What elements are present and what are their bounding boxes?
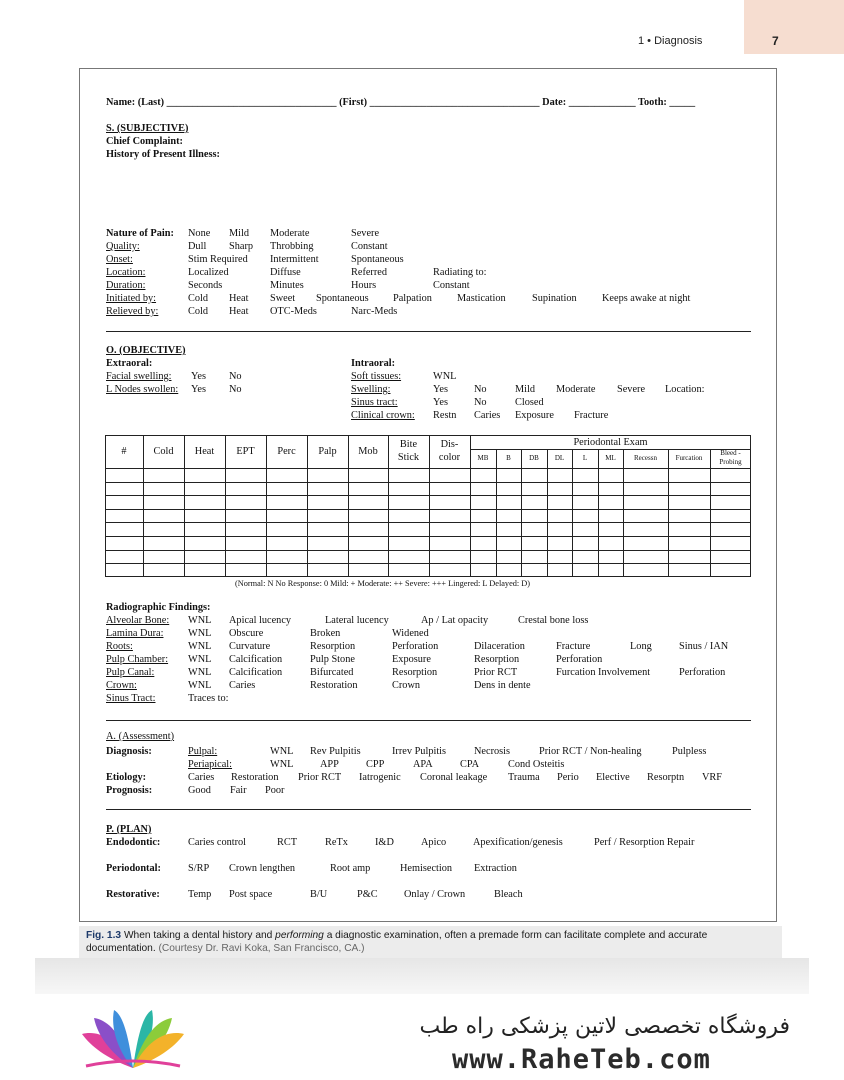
option: None (188, 228, 211, 239)
option: Resorption (392, 667, 438, 678)
option: Prior RCT (298, 772, 342, 783)
option: Restoration (231, 772, 279, 783)
option: Seconds (188, 280, 223, 291)
option: S/RP (188, 863, 210, 874)
option: Apexification/genesis (473, 837, 563, 848)
table-header-color: color (438, 452, 461, 463)
option: Poor (265, 785, 285, 796)
table-header-perc: Perc (277, 446, 296, 457)
option: RCT (277, 837, 298, 848)
table-line (105, 563, 751, 564)
option: Hemisection (400, 863, 453, 874)
table-header-mob: Mob (358, 446, 378, 457)
option: WNL (270, 746, 294, 757)
option: Perf / Resorption Repair (594, 837, 695, 848)
table-line (668, 449, 669, 577)
option: Temp (188, 889, 212, 900)
option: Yes (433, 384, 448, 395)
section-divider (106, 720, 751, 721)
option: Crown lengthen (229, 863, 296, 874)
table-line (572, 449, 573, 577)
option: Apical lucency (229, 615, 292, 626)
perio-col-dl: DL (554, 454, 565, 462)
option: Long (630, 641, 652, 652)
option: WNL (270, 759, 294, 770)
option: Cond Osteitis (508, 759, 565, 770)
option: Obscure (229, 628, 264, 639)
page-header (0, 0, 844, 54)
book-logo-icon (78, 1008, 188, 1079)
option: Exposure (515, 410, 554, 421)
option: Calcification (229, 667, 283, 678)
sinus-tract-radio-label: Sinus Tract: (106, 693, 156, 704)
option: Palpation (393, 293, 432, 304)
location-label: Location: (106, 267, 146, 278)
option: Prior RCT (474, 667, 518, 678)
perio-exam-title: Periodontal Exam (573, 437, 648, 448)
caption-text: When taking a dental history and (121, 930, 276, 941)
sinus-tract-label: Sinus tract: (351, 397, 398, 408)
lamina-dura-label: Lamina Dura: (106, 628, 164, 639)
perio-col-ml: ML (605, 454, 616, 462)
periapical-label: Periapical: (188, 759, 233, 770)
option: Pulp Stone (310, 654, 355, 665)
diagnosis-label: Diagnosis: (106, 746, 152, 757)
perio-col-furcation: Furcation (675, 454, 703, 462)
option: Constant (433, 280, 470, 291)
option: WNL (433, 371, 457, 382)
page-number-box (744, 0, 844, 54)
option: Stim Required (188, 254, 248, 265)
radiographic-heading: Radiographic Findings: (106, 602, 211, 613)
option: Heat (229, 306, 249, 317)
option: Yes (191, 384, 206, 395)
table-header-cold: Cold (153, 446, 174, 457)
option: B/U (310, 889, 328, 900)
option: WNL (188, 680, 212, 691)
onset-label: Onset: (106, 254, 133, 265)
table-header-ept: EPT (236, 446, 255, 457)
prognosis-label: Prognosis: (106, 785, 153, 796)
clinical-exam-table (105, 435, 751, 577)
option: Sinus / IAN (679, 641, 729, 652)
nodes-label: L Nodes swollen: (106, 384, 179, 395)
table-line (470, 449, 751, 450)
table-header-stick: Stick (397, 452, 420, 463)
option: Onlay / Crown (404, 889, 466, 900)
option: Curvature (229, 641, 271, 652)
option: Restoration (310, 680, 358, 691)
perio-col-probing: Probing (719, 458, 742, 466)
facial-swelling-label: Facial swelling: (106, 371, 172, 382)
option: Diffuse (270, 267, 301, 278)
table-line (623, 449, 624, 577)
caption-credit: (Courtesy Dr. Ravi Koka, San Francisco, CA.) (155, 943, 365, 954)
option: Crown (392, 680, 421, 691)
option: Cold (188, 306, 209, 317)
table-header-number: # (121, 446, 127, 457)
option: Trauma (508, 772, 540, 783)
option: Constant (351, 241, 388, 252)
option: Bleach (494, 889, 523, 900)
option: CPA (460, 759, 480, 770)
quality-label: Quality: (106, 241, 140, 252)
swelling-label: Swelling: (351, 384, 391, 395)
endodontic-label: Endodontic: (106, 837, 161, 848)
option: Intermittent (270, 254, 319, 265)
option: Calcification (229, 654, 283, 665)
option: Traces to: (188, 693, 229, 704)
option: Extraction (474, 863, 517, 874)
option: Severe (351, 228, 380, 239)
option: No (229, 384, 242, 395)
option: APA (413, 759, 433, 770)
option: Yes (191, 371, 206, 382)
table-line (521, 449, 522, 577)
table-line (105, 536, 751, 537)
table-line (105, 522, 751, 523)
option: Post space (229, 889, 273, 900)
table-line (105, 550, 751, 551)
option: P&C (357, 889, 378, 900)
option: Narc-Meds (351, 306, 398, 317)
table-line (105, 468, 751, 469)
table-line (598, 449, 599, 577)
option: Closed (515, 397, 544, 408)
table-line (105, 576, 751, 577)
option: VRF (702, 772, 723, 783)
option: Necrosis (474, 746, 511, 757)
assessment-heading: A. (Assessment) (106, 731, 175, 742)
perio-col-l: L (582, 454, 588, 462)
pulp-canal-label: Pulp Canal: (106, 667, 155, 678)
option: Caries (474, 410, 501, 421)
option: Root amp (330, 863, 371, 874)
option: Dilaceration (474, 641, 525, 652)
option: Resorption (310, 641, 356, 652)
option: Crestal bone loss (518, 615, 589, 626)
chapter-label: 1 • Diagnosis (638, 35, 703, 47)
table-header-heat: Heat (194, 446, 215, 457)
option: Mastication (457, 293, 506, 304)
option: Bifurcated (310, 667, 354, 678)
table-line (547, 449, 548, 577)
option: Severe (617, 384, 646, 395)
page-shadow (35, 958, 809, 994)
option: Location: (665, 384, 705, 395)
option: Rev Pulpitis (310, 746, 361, 757)
subjective-heading: S. (SUBJECTIVE) (106, 123, 189, 134)
option: WNL (188, 628, 212, 639)
option: Supination (532, 293, 577, 304)
option: Keeps awake at night (602, 293, 691, 304)
store-url: www.RaheTeb.com (452, 1044, 711, 1075)
option: ReTx (325, 837, 348, 848)
option: Fracture (574, 410, 609, 421)
restorative-label: Restorative: (106, 889, 160, 900)
caption-text-2: a diagnostic examination, often a premade form can facilitate complete and accurate documentation. (86, 930, 708, 954)
relieved-label: Relieved by: (106, 306, 159, 317)
table-header-bite: Bite (399, 439, 418, 450)
option: Yes (433, 397, 448, 408)
table-line (105, 435, 751, 436)
table-line (710, 449, 711, 577)
option: WNL (188, 654, 212, 665)
option: Coronal leakage (420, 772, 488, 783)
table-line (105, 495, 751, 496)
option: Perforation (679, 667, 726, 678)
option: Mild (229, 228, 250, 239)
option: Sweet (270, 293, 296, 304)
clinical-crown-label: Clinical crown: (351, 410, 415, 421)
name-date-line: Name: (Last) _________________________________ (First) _________________________________ Date: _____________ Tooth: _____ (106, 97, 696, 108)
option: Spontaneous (351, 254, 404, 265)
option: Caries (229, 680, 256, 691)
perio-col-db: DB (529, 454, 539, 462)
option: Ap / Lat opacity (421, 615, 489, 626)
option: Sharp (229, 241, 254, 252)
page-number: 7 (772, 34, 779, 48)
option: Dens in dente (474, 680, 531, 691)
table-line (105, 482, 751, 483)
initiated-label: Initiated by: (106, 293, 157, 304)
option: Referred (351, 267, 388, 278)
table-line (496, 449, 497, 577)
option: Resorption (474, 654, 520, 665)
perio-col-mb: MB (477, 454, 489, 462)
option: Iatrogenic (359, 772, 401, 783)
option: Lateral lucency (325, 615, 389, 626)
option: WNL (188, 615, 212, 626)
option: APP (320, 759, 339, 770)
option: Hours (351, 280, 377, 291)
option: I&D (375, 837, 394, 848)
caption-emphasis: performing (275, 930, 324, 941)
nature-label: Nature of Pain: (106, 228, 174, 239)
store-name: فروشگاه تخصصی لاتین پزشکی راه طب (419, 1014, 790, 1039)
option: Moderate (270, 228, 310, 239)
intraoral-label: Intraoral: (351, 358, 396, 369)
option: Moderate (556, 384, 596, 395)
option: Perforation (556, 654, 603, 665)
option: Perforation (392, 641, 439, 652)
option: WNL (188, 667, 212, 678)
section-divider (106, 331, 751, 332)
periodontal-label: Periodontal: (106, 863, 161, 874)
option: Widened (392, 628, 429, 639)
option: Spontaneous (316, 293, 369, 304)
section-divider (106, 809, 751, 810)
option: OTC-Meds (270, 306, 317, 317)
option: Broken (310, 628, 341, 639)
option: Heat (229, 293, 249, 304)
option: Localized (188, 267, 229, 278)
extraoral-label: Extraoral: (106, 358, 153, 369)
option: Caries (188, 772, 215, 783)
option: Elective (596, 772, 630, 783)
duration-label: Duration: (106, 280, 146, 291)
option: WNL (188, 641, 212, 652)
crown-label: Crown: (106, 680, 137, 691)
option: Apico (421, 837, 447, 848)
option: Exposure (392, 654, 431, 665)
table-line (105, 509, 751, 510)
plan-heading: P. (PLAN) (106, 824, 152, 835)
option: No (474, 397, 487, 408)
option: Throbbing (270, 241, 314, 252)
option: Minutes (270, 280, 304, 291)
option: CPP (366, 759, 385, 770)
perio-col-recessn: Recessn (634, 454, 657, 462)
option: Fair (230, 785, 247, 796)
option: No (474, 384, 487, 395)
option: Prior RCT / Non-healing (539, 746, 642, 757)
alveolar-bone-label: Alveolar Bone: (106, 615, 170, 626)
figure-caption (86, 929, 778, 955)
option: Fracture (556, 641, 591, 652)
pulp-chamber-label: Pulp Chamber: (106, 654, 169, 665)
soft-tissues-label: Soft tissues: (351, 371, 402, 382)
option: Mild (515, 384, 536, 395)
option: Irrev Pulpitis (392, 746, 447, 757)
option: Cold (188, 293, 209, 304)
option: Resorptn (647, 772, 685, 783)
pulpal-label: Pulpal: (188, 746, 218, 757)
option: Restn (433, 410, 457, 421)
option: Radiating to: (433, 267, 487, 278)
option: Dull (188, 241, 207, 252)
option: Perio (557, 772, 579, 783)
option: Pulpless (672, 746, 707, 757)
perio-col-bleed: Bleed - (720, 449, 741, 457)
table-legend: (Normal: N No Response: 0 Mild: + Moderate: ++ Severe: +++ Lingered: L Delayed: D) (235, 579, 531, 588)
table-header-dis: Dis- (440, 439, 459, 450)
table-header-palp: Palp (318, 446, 337, 457)
figure-number: Fig. 1.3 (86, 930, 122, 941)
objective-heading: O. (OBJECTIVE) (106, 345, 186, 356)
option: Caries control (188, 837, 247, 848)
perio-col-b: B (506, 454, 511, 462)
history-label: History of Present Illness: (106, 149, 220, 160)
roots-label: Roots: (106, 641, 133, 652)
option: Good (188, 785, 211, 796)
etiology-label: Etiology: (106, 772, 147, 783)
option: No (229, 371, 242, 382)
option: Furcation Involvement (556, 667, 651, 678)
chief-complaint-label: Chief Complaint: (106, 136, 183, 147)
